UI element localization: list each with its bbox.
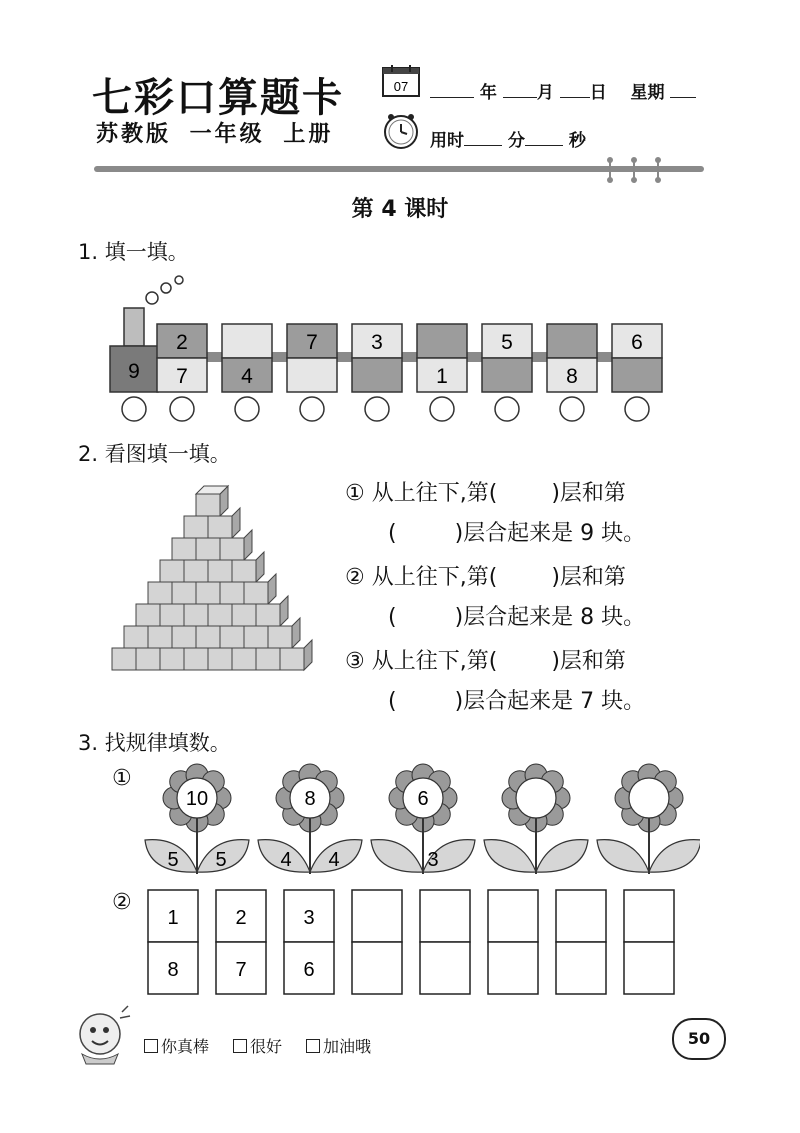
wheel: [122, 397, 146, 421]
cube: [136, 648, 160, 670]
question-1-label: 1. 填一填。: [78, 240, 189, 264]
box-number: 2: [235, 907, 247, 929]
cube: [184, 516, 208, 538]
box-number: 6: [303, 959, 315, 981]
box-number: 1: [167, 907, 179, 929]
cube-side: [280, 596, 288, 626]
cube: [256, 648, 280, 670]
weekday-label: 星期: [630, 83, 665, 103]
train-car-number: 5: [501, 331, 513, 354]
wheel: [560, 397, 584, 421]
cube-side: [268, 574, 276, 604]
flowers-figure: [140, 762, 700, 882]
question-2-label: 2. 看图填一填。: [78, 442, 231, 466]
train-car-bottom: [612, 358, 662, 392]
time-used-label: 用时: [430, 131, 464, 151]
box-bottom: [556, 942, 606, 994]
cube: [244, 582, 268, 604]
leaf-left: [371, 840, 423, 873]
cube: [268, 626, 292, 648]
train-car-number: 8: [566, 365, 578, 388]
cube: [196, 494, 220, 516]
train-car-number: 3: [371, 331, 383, 354]
train-car-number: 9: [128, 360, 140, 383]
box-number: 8: [167, 959, 179, 981]
flower: [484, 764, 588, 874]
part-2-label: ②: [112, 890, 132, 915]
flower: [258, 764, 362, 874]
flower-center-number: 10: [185, 788, 209, 810]
box-top: [556, 890, 606, 942]
train-car-top: [417, 324, 467, 358]
box-bottom: [420, 942, 470, 994]
train-car-number: 2: [176, 331, 188, 354]
leaf-number: 4: [280, 849, 292, 871]
divider-pins: [600, 156, 670, 184]
wheel: [170, 397, 194, 421]
statement-1-line-2: ( )层合起来是 9 块。: [388, 521, 646, 546]
cube: [196, 582, 220, 604]
train-car-number: 7: [306, 331, 318, 354]
part-1-label: ①: [112, 766, 132, 791]
train-car-number: 7: [176, 365, 188, 388]
flower-center-number: 6: [417, 788, 429, 810]
box-bottom: [624, 942, 674, 994]
cube: [124, 626, 148, 648]
box-top: [624, 890, 674, 942]
minute-label: 分: [507, 131, 525, 151]
brand-title: 七彩口算题卡: [92, 74, 344, 121]
smoke-puff: [146, 292, 158, 304]
train-car-bottom: [287, 358, 337, 392]
cube-side: [292, 618, 300, 648]
wheel: [495, 397, 519, 421]
smoke-puff: [175, 276, 183, 284]
cube: [136, 604, 160, 626]
box-top: [488, 890, 538, 942]
time-fields[interactable]: [430, 126, 586, 151]
second-label: 秒: [568, 131, 586, 151]
cube: [172, 626, 196, 648]
statement-3-line-1: ③ 从上往下,第( )层和第: [345, 649, 626, 674]
year-label: 年: [479, 83, 497, 103]
cube: [220, 582, 244, 604]
smoke-puff: [161, 283, 171, 293]
number-boxes: [146, 888, 678, 996]
train-car-number: 6: [631, 331, 643, 354]
cube: [232, 560, 256, 582]
month-label: 月: [536, 83, 554, 103]
cube: [160, 648, 184, 670]
flower: [371, 764, 475, 874]
cube: [196, 538, 220, 560]
cube: [160, 604, 184, 626]
leaf-left: [484, 840, 536, 873]
cube: [112, 648, 136, 670]
train-figure: [100, 270, 670, 426]
train-car-bottom: [352, 358, 402, 392]
flower-center: [629, 778, 669, 818]
statement-1-line-1: ① 从上往下,第( )层和第: [345, 481, 626, 506]
wheel: [365, 397, 389, 421]
box-bottom: [352, 942, 402, 994]
train-car-top: [547, 324, 597, 358]
leaf-right: [649, 840, 700, 873]
question-3-label: 3. 找规律填数。: [78, 731, 231, 755]
cube: [184, 648, 208, 670]
rating-option-good[interactable]: 很好: [233, 1034, 282, 1057]
cube: [172, 538, 196, 560]
box-bottom: [488, 942, 538, 994]
cube: [184, 604, 208, 626]
train-car-number: 4: [241, 365, 253, 388]
cube-side: [304, 640, 312, 670]
box-top: [420, 890, 470, 942]
cube: [256, 604, 280, 626]
chimney: [124, 308, 144, 346]
calendar-day: 07: [393, 79, 409, 94]
flower: [597, 764, 700, 874]
cube: [172, 582, 196, 604]
cube: [208, 604, 232, 626]
cube-side: [256, 552, 264, 582]
cube: [148, 626, 172, 648]
cube: [220, 626, 244, 648]
statement-3-line-2: ( )层合起来是 7 块。: [388, 689, 646, 714]
page-number: 50: [672, 1018, 726, 1060]
edition-label: 苏教版 一年级 上册: [96, 122, 334, 147]
wheel: [235, 397, 259, 421]
leaf-left: [597, 840, 649, 873]
clock-icon: [382, 112, 420, 150]
wheel: [300, 397, 324, 421]
leaf-number: 5: [167, 849, 179, 871]
cube: [208, 516, 232, 538]
cube: [208, 560, 232, 582]
flower: [145, 764, 249, 874]
cube: [148, 582, 172, 604]
cube: [232, 604, 256, 626]
cube: [184, 560, 208, 582]
cube: [196, 626, 220, 648]
leaf-number: 5: [215, 849, 227, 871]
cube: [220, 538, 244, 560]
box-top: [352, 890, 402, 942]
lesson-title: 第 4 课时: [351, 197, 449, 222]
leaf-number: 3: [427, 849, 439, 871]
box-number: 3: [303, 907, 315, 929]
cube: [232, 648, 256, 670]
rating-option-great[interactable]: 你真棒: [144, 1034, 209, 1057]
statement-2-line-2: ( )层合起来是 8 块。: [388, 605, 646, 630]
leaf-right: [536, 840, 588, 873]
cube: [208, 648, 232, 670]
mascot-icon: [70, 1004, 136, 1066]
cube: [244, 626, 268, 648]
statement-2-line-1: ② 从上往下,第( )层和第: [345, 565, 626, 590]
train-car-number: 1: [436, 365, 448, 388]
box-number: 7: [235, 959, 247, 981]
cube-side: [244, 530, 252, 560]
wheel: [625, 397, 649, 421]
cube-side: [232, 508, 240, 538]
cube: [160, 560, 184, 582]
day-label: 日: [589, 83, 607, 103]
flower-center-number: 8: [304, 788, 316, 810]
calendar-icon: [382, 64, 420, 98]
rating-option-keep-going[interactable]: 加油哦: [306, 1034, 371, 1057]
train-car-top: [222, 324, 272, 358]
train-car-bottom: [482, 358, 532, 392]
leaf-number: 4: [328, 849, 340, 871]
date-fields[interactable]: [430, 78, 696, 103]
flower-center: [516, 778, 556, 818]
wheel: [430, 397, 454, 421]
cube: [280, 648, 304, 670]
cube-pyramid: [100, 470, 330, 680]
